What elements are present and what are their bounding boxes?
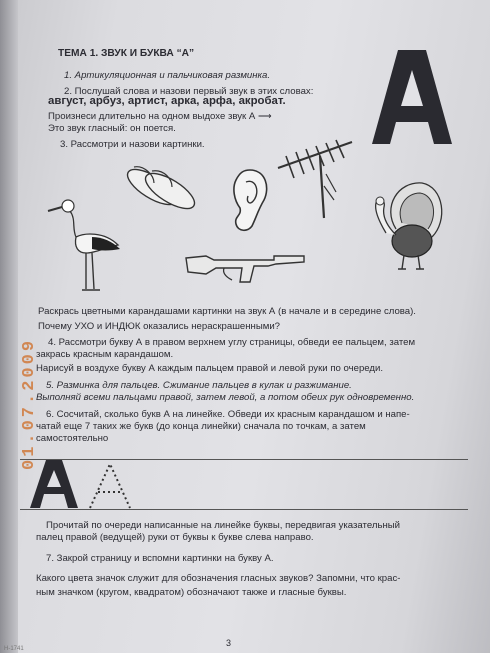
stork-icon [46, 193, 126, 293]
coloring-question: Почему УХО и ИНДЮК оказались нераскрашенными? [38, 321, 281, 332]
task-1: 1. Артикуляционная и пальчиковая разминка. [64, 70, 271, 81]
task-2-vowel: Это звук гласный: он поется. [48, 123, 176, 134]
ear-icon [228, 168, 272, 234]
page-number: 3 [226, 638, 232, 648]
task-3: 3. Рассмотри и назови картинки. [60, 139, 205, 150]
page-crease [0, 0, 18, 653]
coloring-instruction: Раскрась цветными карандашами картинки на звук А (в начале и в середине слова). [38, 306, 416, 317]
slippers-icon [120, 147, 202, 225]
task-5-line-2: Выполняй всеми пальцами правой, затем левой, а потом обеих рук одновременно. [36, 392, 415, 403]
color-question-line-2: ным значком (кругом, квадратом) обозначают также и гласные буквы. [36, 587, 347, 598]
task-2-intro: 2. Послушай слова и назови первый звук в этих словах: [64, 86, 314, 97]
date-stamp: 01.07.2009 [20, 337, 39, 470]
big-letter-a-icon [372, 50, 452, 146]
task-4-line-1: 4. Рассмотри букву А в правом верхнем углу страницы, обведи ее пальцем, затем [48, 337, 416, 348]
antenna-icon [274, 138, 356, 220]
color-question-line-1: Какого цвета значок служит для обозначения гласных звуков? Запомни, что крас- [36, 573, 401, 584]
ruler-bottom-line [20, 509, 468, 510]
reading-line-1: Прочитай по очереди написанные на линейке буквы, передвигая указательный [46, 520, 401, 531]
page-title: ТЕМА 1. ЗВУК И БУКВА “А” [58, 48, 195, 59]
rifle-icon [184, 250, 314, 286]
task-2-prolong: Произнеси длительно на одном выдохе звук А ⟶ [48, 111, 272, 122]
footer-code: Н-1741 [4, 646, 24, 652]
task-7: 7. Закрой страницу и вспомни картинки на букву А. [46, 553, 274, 564]
reading-line-2: палец правой (ведущей) руки от буквы к букве слева направо. [36, 532, 314, 543]
ruler-top-line [20, 459, 468, 460]
ruler-letter-a-dotted-icon [88, 462, 132, 508]
turkey-icon [362, 177, 448, 273]
task-4-line-3: Нарисуй в воздухе букву А каждым пальцем правой и левой руки по очереди. [36, 363, 384, 374]
task-6-line-2: чатай еще 7 таких же букв (до конца линейки) сначала по точкам, а затем [36, 421, 366, 432]
task-4-line-2: закрась красным карандашом. [36, 349, 174, 360]
task-6-line-1: 6. Сосчитай, сколько букв А на линейке. Обведи их красным карандашом и напе- [46, 409, 410, 420]
task-5-line-1: 5. Разминка для пальцев. Сжимание пальцев в кулак и разжимание. [46, 380, 352, 391]
task-2-words: август, арбуз, артист, арка, арфа, акробат. [48, 95, 286, 107]
task-6-line-3: самостоятельно [36, 433, 109, 444]
